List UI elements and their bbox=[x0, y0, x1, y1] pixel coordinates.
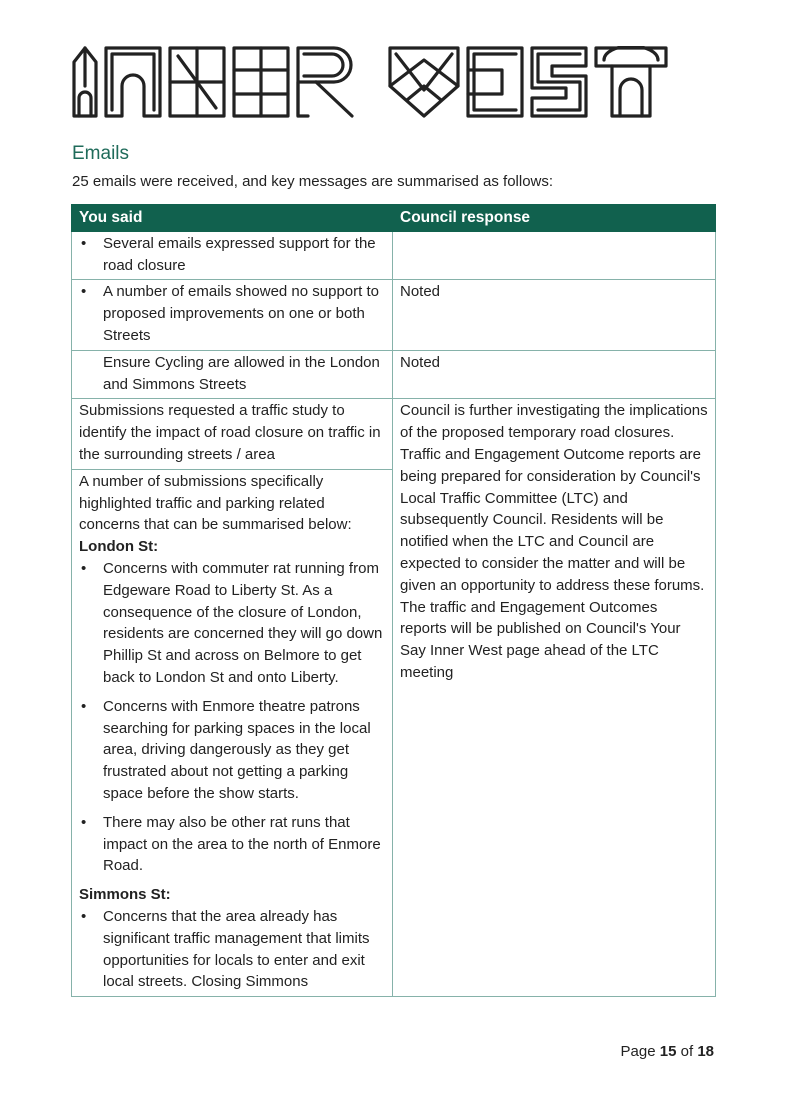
you-said-cell bbox=[72, 280, 393, 350]
page-footer bbox=[621, 1043, 714, 1060]
table-row bbox=[72, 350, 716, 399]
of-label: of bbox=[680, 1043, 694, 1060]
council-response-cell: Noted bbox=[393, 350, 716, 399]
table-header-row bbox=[72, 205, 716, 232]
council-response-cell-merged: Council is further investigating the implications of the proposed temporary road closures. Traffic and Engagement Outcome reports are being prepared for consideration by Council's Local Traffic Committee (LTC) and subsequently Council. Residents will be notified when the LTC and Council are expected to consider the matter and will be given an opportunity to address these forums. The traffic and Engagement Outcomes reports will be published on Council's Your Say Inner West page ahead of the LTC meeting bbox=[393, 399, 716, 997]
table-row bbox=[72, 231, 716, 280]
page-number: 15 bbox=[659, 1043, 677, 1060]
table-row bbox=[72, 399, 716, 469]
you-said-cell bbox=[72, 231, 393, 280]
feedback-table bbox=[71, 204, 716, 997]
council-response-cell: Noted bbox=[393, 280, 716, 350]
section-heading: Emails bbox=[72, 143, 130, 164]
you-said-cell bbox=[72, 350, 393, 399]
simmons-st-heading: Simmons St: bbox=[79, 886, 171, 904]
concerns-intro: A number of submissions specifically highlighted traffic and parking related concerns that can be summarised below: bbox=[79, 472, 352, 534]
column-header-council-response: Council response bbox=[393, 205, 716, 232]
list-item: • Concerns with commuter rat running from Edgeware Road to Liberty St. As a consequence of the closure of London, residents are concerned they will go down Phillip St and across on Belmore to get back to London St and onto Liberty. bbox=[103, 558, 385, 689]
page-total: 18 bbox=[697, 1043, 714, 1060]
list-item: Ensure Cycling are allowed in the London and Simmons Streets bbox=[103, 353, 380, 393]
list-item: • Concerns with Enmore theatre patrons searching for parking spaces in the local area, driving dangerously as they get frustrated about not getting a parking space before the show starts. bbox=[103, 696, 385, 805]
column-header-you-said: You said bbox=[72, 205, 393, 232]
page-label: Page bbox=[620, 1043, 656, 1060]
simmons-st-list bbox=[79, 906, 385, 993]
table-row bbox=[72, 280, 716, 350]
london-st-heading: London St: bbox=[79, 538, 159, 556]
london-st-list bbox=[79, 558, 385, 877]
list-item: • Several emails expressed support for the road closure bbox=[103, 233, 385, 277]
list-item: • Concerns that the area already has significant traffic management that limits opportunities for locals to enter and exit local streets. Closing Simmons bbox=[103, 906, 385, 993]
list-item: • A number of emails showed no support to proposed improvements on one or both Streets bbox=[103, 281, 385, 346]
council-response-cell bbox=[393, 231, 716, 280]
you-said-cell: Submissions requested a traffic study to identify the impact of road closure on traffic in the surrounding streets / area bbox=[72, 399, 393, 469]
you-said-cell bbox=[72, 469, 393, 996]
list-item: • There may also be other rat runs that impact on the area to the north of Enmore Road. bbox=[103, 812, 385, 877]
inner-west-logo bbox=[72, 46, 668, 118]
section-intro: 25 emails were received, and key messages are summarised as follows: bbox=[72, 173, 554, 190]
